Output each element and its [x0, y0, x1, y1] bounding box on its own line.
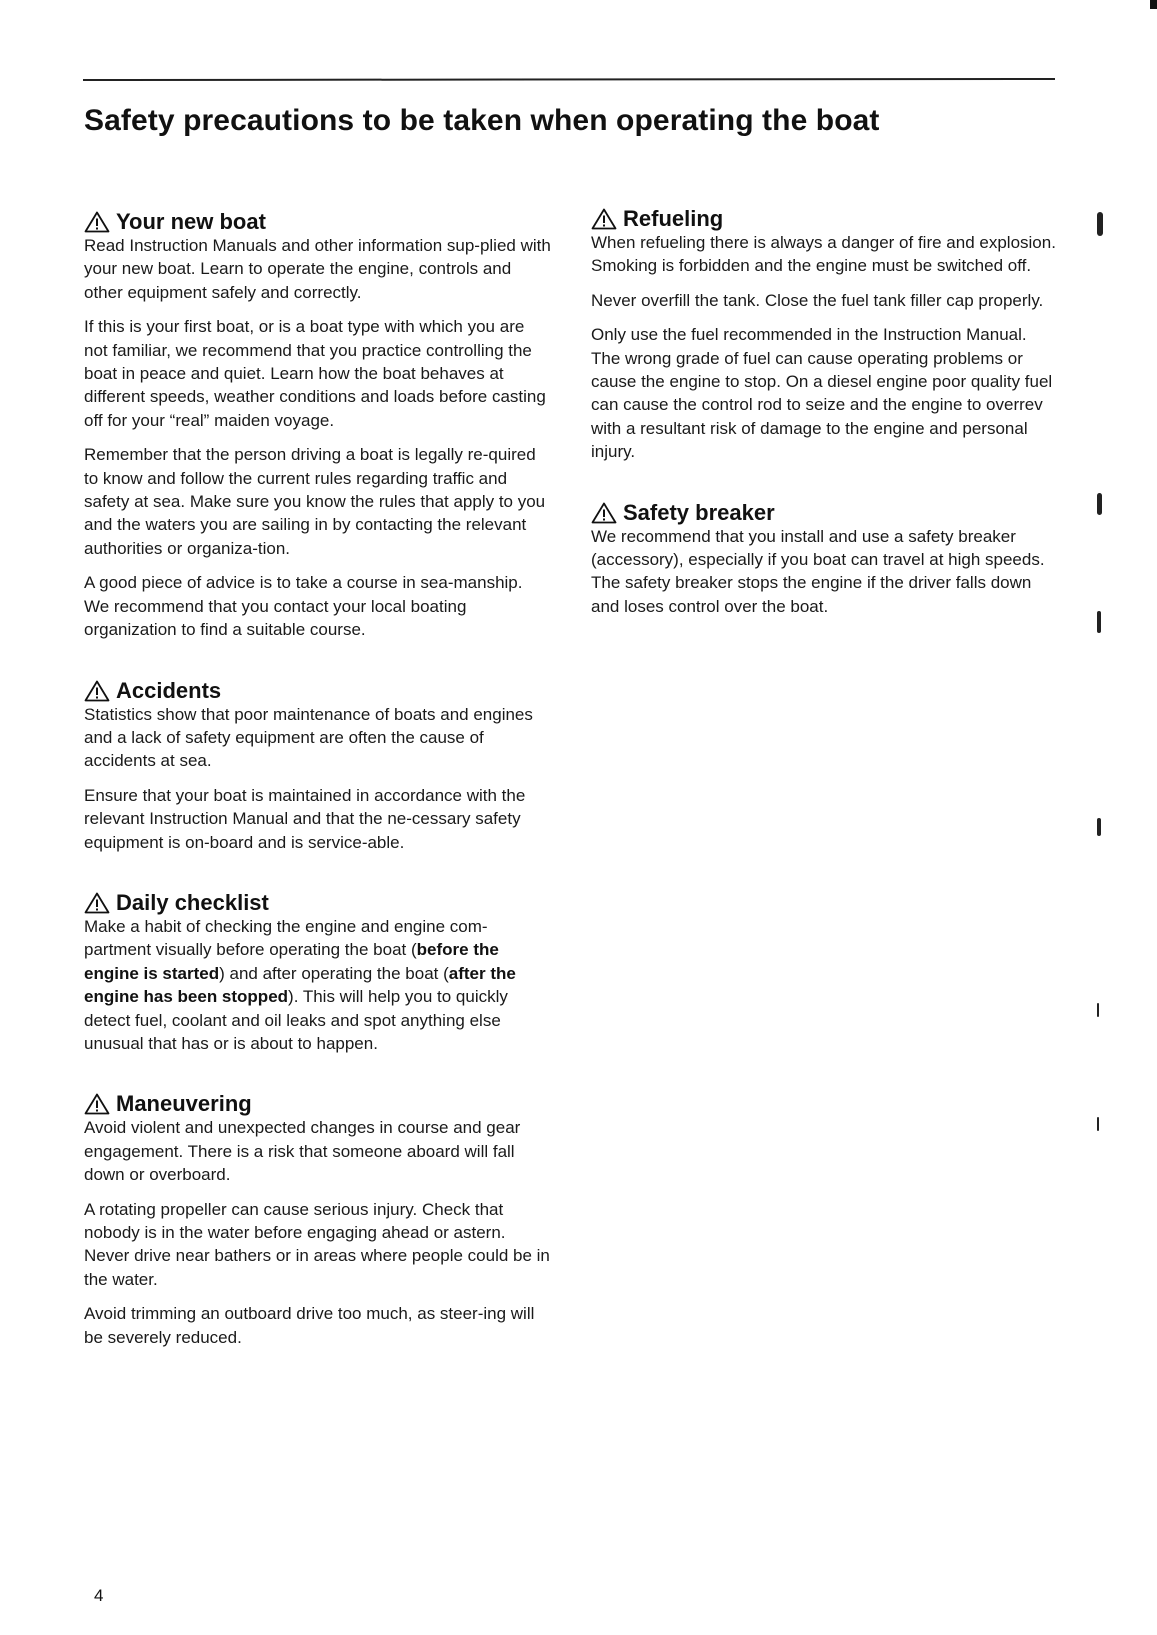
warning-triangle-icon: [591, 502, 617, 524]
paragraph: Avoid violent and unexpected changes in course and gear engagement. There is a risk that someone aboard will fall down or overboard.: [84, 1118, 521, 1185]
section-spacer: [84, 865, 552, 891]
section-safety-breaker: [591, 501, 1059, 619]
section-heading-text: Maneuvering: [116, 1091, 252, 1117]
paragraph: A good piece of advice is to take a course in sea-manship. We recommend that you contact your local boating organization to find a suitable course.: [84, 573, 523, 640]
section-heading-text: Safety breaker: [623, 499, 775, 525]
paragraph: A rotating propeller can cause serious injury. Check that nobody is in the water before engaging ahead or astern. Never drive near bathers or in areas where people could be in the water.: [84, 1199, 550, 1289]
section-heading-text: Accidents: [116, 677, 222, 703]
paragraph: Avoid trimming an outboard drive too much, as steer-ing will be severely reduced.: [84, 1304, 535, 1347]
section-spacer: [84, 653, 552, 679]
section-refueling: [591, 207, 1059, 464]
warning-triangle-icon: [84, 680, 110, 702]
bold-text: after the engine has been stopped: [84, 963, 516, 1007]
paragraph: Read Instruction Manuals and other information sup-plied with your new boat. Learn to operate the engine, controls and other equipment safely and correctly.: [84, 236, 551, 302]
paragraph: We recommend that you install and use a safety breaker (accessory), especially if you boat can travel at high speeds. The safety breaker stops the engine if the driver falls down and loses control over the boat.: [591, 526, 1045, 616]
text-run: ) and after operating the boat (: [219, 963, 449, 983]
right-column: [591, 207, 1059, 629]
section-heading-text: Daily checklist: [116, 889, 269, 915]
section-spacer: [84, 1066, 552, 1092]
section-daily-checklist: [84, 891, 552, 1055]
paragraph: Only use the fuel recommended in the Instruction Manual. The wrong grade of fuel can cause operating problems or cause the engine to stop. On a diesel engine poor quality fuel can cause the control rod to seize and the engine to overrev with a resultant risk of damage to the engine and personal injury.: [591, 325, 1053, 462]
bold-text: before the engine is started: [84, 940, 499, 983]
section-heading-text: Refueling: [623, 206, 724, 231]
section-maneuvering: [84, 1092, 552, 1349]
warning-triangle-icon: [591, 208, 617, 230]
section-your-new-boat: [84, 210, 552, 642]
section-accidents: [84, 679, 552, 854]
section-heading: [84, 679, 552, 703]
paragraph: Statistics show that poor maintenance of boats and engines and a lack of safety equipment are often the cause of accidents at sea.: [84, 704, 533, 771]
section-heading: [84, 891, 552, 915]
section-heading: [84, 1092, 552, 1116]
scan-margin-mark: [1097, 493, 1102, 515]
page-title: Safety precautions to be taken when operating the boat: [84, 104, 880, 137]
scan-margin-mark: [1097, 818, 1101, 836]
scan-margin-mark: [1097, 611, 1101, 633]
section-heading-text: Your new boat: [116, 209, 266, 234]
paragraph: Remember that the person driving a boat is legally re-quired to know and follow the current rules regarding traffic and safety at sea. Make sure you know the rules that apply to you and the waters you are sailing in by contacting the relevant authorities or organiza-tion.: [84, 445, 546, 558]
section-spacer: [591, 475, 1059, 501]
paragraph: [84, 915, 552, 1055]
section-heading: [84, 210, 552, 234]
scan-margin-mark: [1097, 1117, 1099, 1131]
paragraph: When refueling there is always a danger of fire and explosion. Smoking is forbidden and the engine must be switched off.: [591, 233, 1056, 276]
left-column: [84, 210, 552, 1360]
paragraph: Never overfill the tank. Close the fuel tank filler cap properly.: [591, 290, 1044, 310]
scan-corner-mark: [1150, 0, 1157, 9]
scan-margin-mark: [1097, 1003, 1099, 1017]
scan-margin-mark: [1097, 212, 1103, 236]
warning-triangle-icon: [84, 211, 110, 233]
paragraph: If this is your first boat, or is a boat type with which you are not familiar, we recommend that you practice controlling the boat in peace and quiet. Learn how the boat behaves at different speeds, weather conditions and loads before casting off for your “real” maiden voyage.: [84, 317, 546, 430]
text-run: ). This will help you to quickly detect fuel, coolant and oil leaks and spot anything else unusual that has or is about to happen.: [84, 987, 508, 1053]
warning-triangle-icon: [84, 1093, 110, 1115]
top-rule-divider: [83, 78, 1055, 81]
page-number: 4: [94, 1586, 104, 1605]
paragraph: Ensure that your boat is maintained in accordance with the relevant Instruction Manual and that the ne-cessary safety equipment is on-board and is service-able.: [84, 785, 526, 852]
section-heading: [591, 207, 1059, 231]
warning-triangle-icon: [84, 892, 110, 914]
text-run: Make a habit of checking the engine and engine com-partment visually before operating the boat (: [84, 916, 488, 960]
section-heading: [591, 501, 1059, 525]
